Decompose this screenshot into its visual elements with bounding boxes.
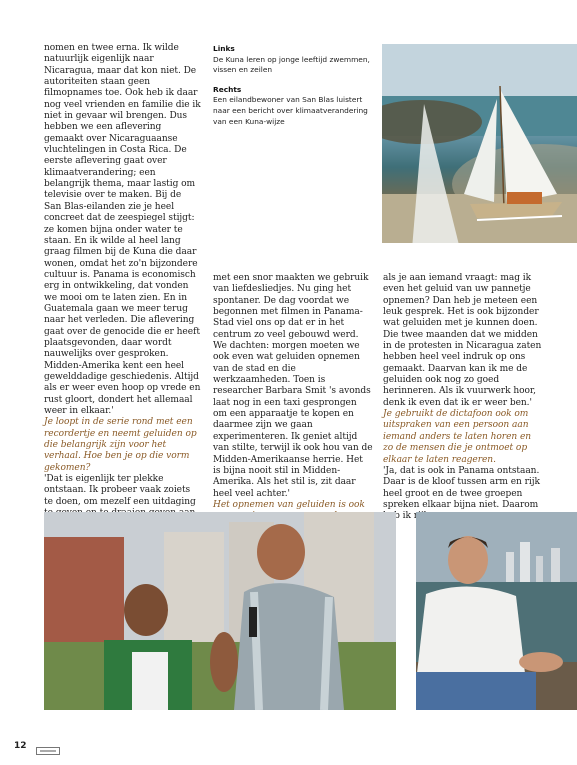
body-paragraph: 'Ja, dat is ook in Panama ontstaan. Daar is de kloof tussen arm en rijk heel groot en de twee groepen spreken elkaar bijna niet. Daarom ik (383, 465, 540, 522)
body-paragraph: 'Dat is eigenlijk ter plekke ontstaan. Ik probeer vaak zoiets te doen, om mezelf een uitdaging (44, 474, 196, 507)
street-scene-illustration (44, 512, 396, 710)
interview-question: Het opnemen van geluiden is ook (213, 499, 365, 510)
body-paragraph: nomen en twee erna. Ik wilde natuurlijk eigenlijk naar Nicaragua, maar dat kon niet. De autoriteiten staan geen filmopnames toe. Ook heb ik daar nog veel vrienden en familie die ik niet in gevaar wil brengen. Dus hebben we een aflevering gemaakt over Nicaraguaanse vluchtelingen in Costa Rica. De eerste aflevering gaat over klimaatverandering; een belangrijk thema, maar lastig om televisie over te maken. Bij de San Blas-eilanden zie je heel concreet dat de zeespiegel stijgt: ze komen bijna onder water te staan. En ik wilde al heel lang graag filmen bij de Kuna die daar wonen, omdat het zo'n bijzondere cultuur is. Panama is economisch erg in ontwikkeling, dat vonden we mooi om te laten zien. En in Guatemala gaan we meer terug naar het verleden. Die aflevering gaat over de genocide die er heeft plaatsgevonden, daar wordt nauwelijks over gesproken. Midden-Amerika kent een heel gewelddadige geschiedenis. Altijd als er weer even hoop op vrede en rust gloort, dondert het allemaal weer in elkaar.' (44, 43, 201, 416)
interview-question: Je loopt in de serie rond met een recordertje en neemt geluiden op die belangrijk zijn voor het verhaal. Hoe ben je op die vorm gekomen? (44, 417, 197, 473)
sailboat-illustration (382, 44, 577, 243)
photo-captions (213, 44, 375, 127)
article-column-3 (383, 273, 543, 523)
caption-heading-right: Rechts (213, 84, 242, 94)
body-paragraph: met een snor maakten we gebruik van liefdesliedjes. Nu ging het spontaner. De dag voordat we begonnen met filmen in Panama-Stad viel ons op dat er in het centrum zo veel gebouwd werd. We dachten: morgen moeten we ook even wat geluiden opnemen van de stad en die werkzaamheden. Toen is researcher Barbara Smit 's avonds laat nog in een taxi gesprongen om een apparaatje te kopen en daarmee zijn we gaan experimenteren. Ik geniet altijd van stilte, terwijl ik ook hou van de Midden-Amerikaanse herrie. Het is bijna nooit stil in Midden-Amerika. Als het stil is, zit daar heel veel achter.' (213, 273, 373, 499)
photo-street-singer (44, 512, 396, 710)
body-paragraph: als je aan iemand vraagt: mag ik even het geluid van uw pannetje opnemen? Dan heb je meteen een leuk gesprek. Het is ook bijzonder wat geluiden met je kunnen doen. Die twee maanden dat we midden in de protesten in Nicaragua zaten hebben heel veel indruk op ons gemaakt. Daarvan kan ik me de geluiden ook nog zo goed herinneren. Als ik vuurwerk hoor, denk ik even dat ik er weer ben.' (383, 273, 542, 408)
photo-toy-sailboat (382, 44, 577, 243)
magazine-logo-icon (36, 741, 60, 751)
page-number: 12 (14, 741, 27, 751)
article-column-1 (44, 43, 201, 588)
caption-heading-left: Links (213, 44, 235, 53)
presenter-illustration (416, 512, 577, 710)
caption-text-right: Een eilandbewoner van San Blas luistert naar een bericht over klimaatverandering van een Kuna-wijze (213, 95, 368, 126)
caption-text-left: De Kuna leren op jonge leeftijd zwemmen, vissen en zeilen (213, 54, 370, 75)
photo-presenter-at-sea (416, 512, 577, 710)
photo-credit-mark (366, 47, 376, 69)
interview-question: Je gebruikt de dictafoon ook om uitspraken van een persoon aan iemand anders te laten horen en zo de mensen die je ontmoet op elkaar te laten reageren. (383, 409, 532, 465)
